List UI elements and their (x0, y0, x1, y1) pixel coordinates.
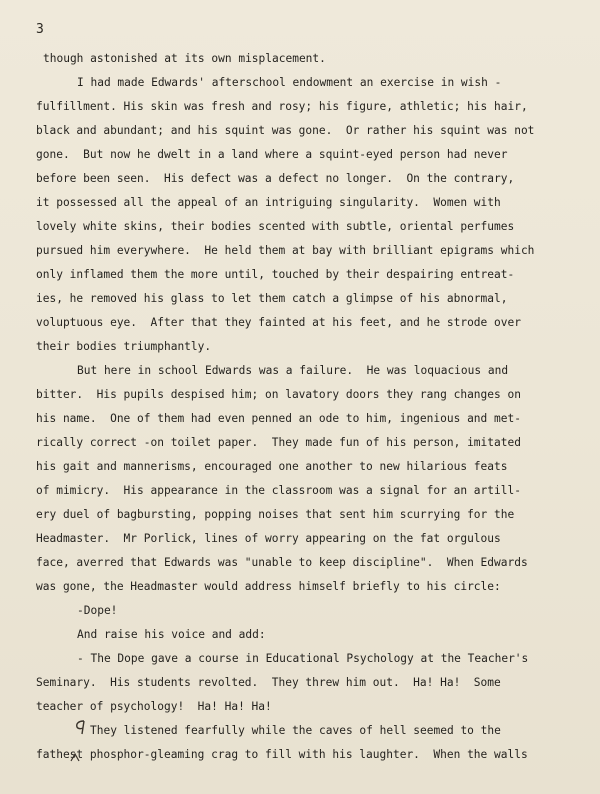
text-line: lovely white skins, their bodies scented with subtle, oriental perfumes (36, 220, 515, 233)
handwritten-caret-icon (70, 751, 80, 765)
text-line: of mimicry. His appearance in the classroom was a signal for an artill- (36, 484, 521, 497)
text-line: ery duel of bagbursting, popping noises that sent him scurrying for the (36, 508, 515, 521)
text-line: -Dope! (77, 604, 118, 617)
text-line: fathest phosphor-gleaming crag to fill with his laughter. When the walls (36, 748, 528, 761)
text-line: Headmaster. Mr Porlick, lines of worry appearing on the fat orgulous (36, 532, 501, 545)
text-line: their bodies triumphantly. (36, 340, 212, 353)
text-line: only inflamed them the more until, touched by their despairing entreat- (36, 268, 515, 281)
text-line: ies, he removed his glass to let them catch a glimpse of his abnormal, (36, 292, 508, 305)
text-line: gone. But now he dwelt in a land where a squint-eyed person had never (36, 148, 508, 161)
text-line: before been seen. His defect was a defect no longer. On the contrary, (36, 172, 515, 185)
text-line: Seminary. His students revolted. They threw him out. Ha! Ha! Some (36, 676, 501, 689)
text-line: But here in school Edwards was a failure. He was loquacious and (77, 364, 509, 377)
text-line: was gone, the Headmaster would address himself briefly to his circle: (36, 580, 501, 593)
text-line: face, averred that Edwards was "unable to keep discipline". When Edwards (36, 556, 528, 569)
text-line: black and abundant; and his squint was gone. Or rather his squint was not (36, 124, 535, 137)
text-line: - The Dope gave a course in Educational Psychology at the Teacher's (77, 652, 529, 665)
text-line: his gait and mannerisms, encouraged one another to new hilarious feats (36, 460, 508, 473)
text-line: fulfillment. His skin was fresh and rosy; his figure, athletic; his hair, (36, 100, 528, 113)
text-line: rically correct -on toilet paper. They made fun of his person, imitated (36, 436, 521, 449)
page-number: 3 (36, 22, 44, 37)
text-line: pursued him everywhere. He held them at bay with brilliant epigrams which (36, 244, 535, 257)
text-line: bitter. His pupils despised him; on lavatory doors they rang changes on (36, 388, 521, 401)
text-line: though astonished at its own misplacement. (43, 52, 326, 65)
text-line: And raise his voice and add: (77, 628, 266, 641)
handwritten-paragraph-mark-icon (74, 720, 88, 739)
text-line: I had made Edwards' afterschool endowment an exercise in wish - (77, 76, 502, 89)
text-line: teacher of psychology! Ha! Ha! Ha! (36, 700, 272, 713)
text-line: They listened fearfully while the caves of hell seemed to the (90, 724, 501, 737)
text-line: it possessed all the appeal of an intriguing singularity. Women with (36, 196, 501, 209)
text-line: his name. One of them had even penned an ode to him, ingenious and met- (36, 412, 521, 425)
text-line: voluptuous eye. After that they fainted at his feet, and he strode over (36, 316, 521, 329)
